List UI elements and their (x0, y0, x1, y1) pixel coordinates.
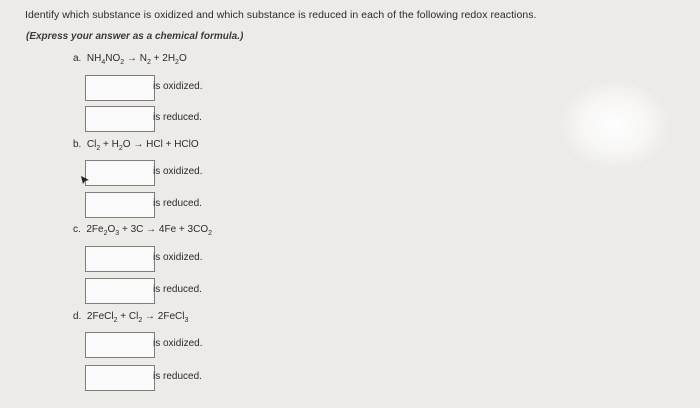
answer-format-note: (Express your answer as a chemical formula.) (26, 31, 244, 42)
answer-input-d-oxidized[interactable] (85, 332, 155, 358)
reduced-label: is reduced. (153, 284, 202, 295)
reaction-b-letter: b. (73, 139, 82, 150)
oxidized-label: is oxidized. (153, 81, 203, 92)
reaction-c (73, 224, 212, 237)
reaction-c-letter: c. (73, 224, 81, 235)
oxidized-label: is oxidized. (153, 338, 203, 349)
reduced-label: is reduced. (153, 198, 202, 209)
reaction-b (73, 139, 199, 152)
reduced-label: is reduced. (153, 112, 202, 123)
reaction-a-equation: $NH_4NO_2 \to N_2 + 2H_2O$ (84, 53, 187, 66)
reaction-d-equation: 2FeCl$_2$ + $Cl_2$ → 2FeCl$_3$ (84, 311, 189, 324)
reaction-c-equation: $2Fe_2O_3 + 3C \to 4Fe + 3CO_2$ (83, 224, 213, 237)
reaction-a (73, 53, 187, 66)
screen-glare (560, 80, 670, 170)
oxidized-label: is oxidized. (153, 166, 203, 177)
reaction-d (73, 311, 188, 324)
answer-input-a-reduced[interactable] (85, 106, 155, 132)
mouse-cursor-icon (80, 175, 90, 185)
reaction-a-letter: a. (73, 53, 82, 64)
reduced-label: is reduced. (153, 371, 202, 382)
answer-input-c-reduced[interactable] (85, 278, 155, 304)
answer-input-d-reduced[interactable] (85, 365, 155, 391)
instructions-text: Identify which substance is oxidized and which substance is reduced in each of the following redox reactions. (25, 9, 537, 21)
answer-input-a-oxidized[interactable] (85, 75, 155, 101)
oxidized-label: is oxidized. (153, 252, 203, 263)
reaction-b-equation: $Cl_2 + H_2O$ → HCl + HClO (84, 139, 199, 152)
reaction-d-letter: d. (73, 311, 82, 322)
answer-input-b-reduced[interactable] (85, 192, 155, 218)
answer-input-c-oxidized[interactable] (85, 246, 155, 272)
answer-input-b-oxidized[interactable] (85, 160, 155, 186)
